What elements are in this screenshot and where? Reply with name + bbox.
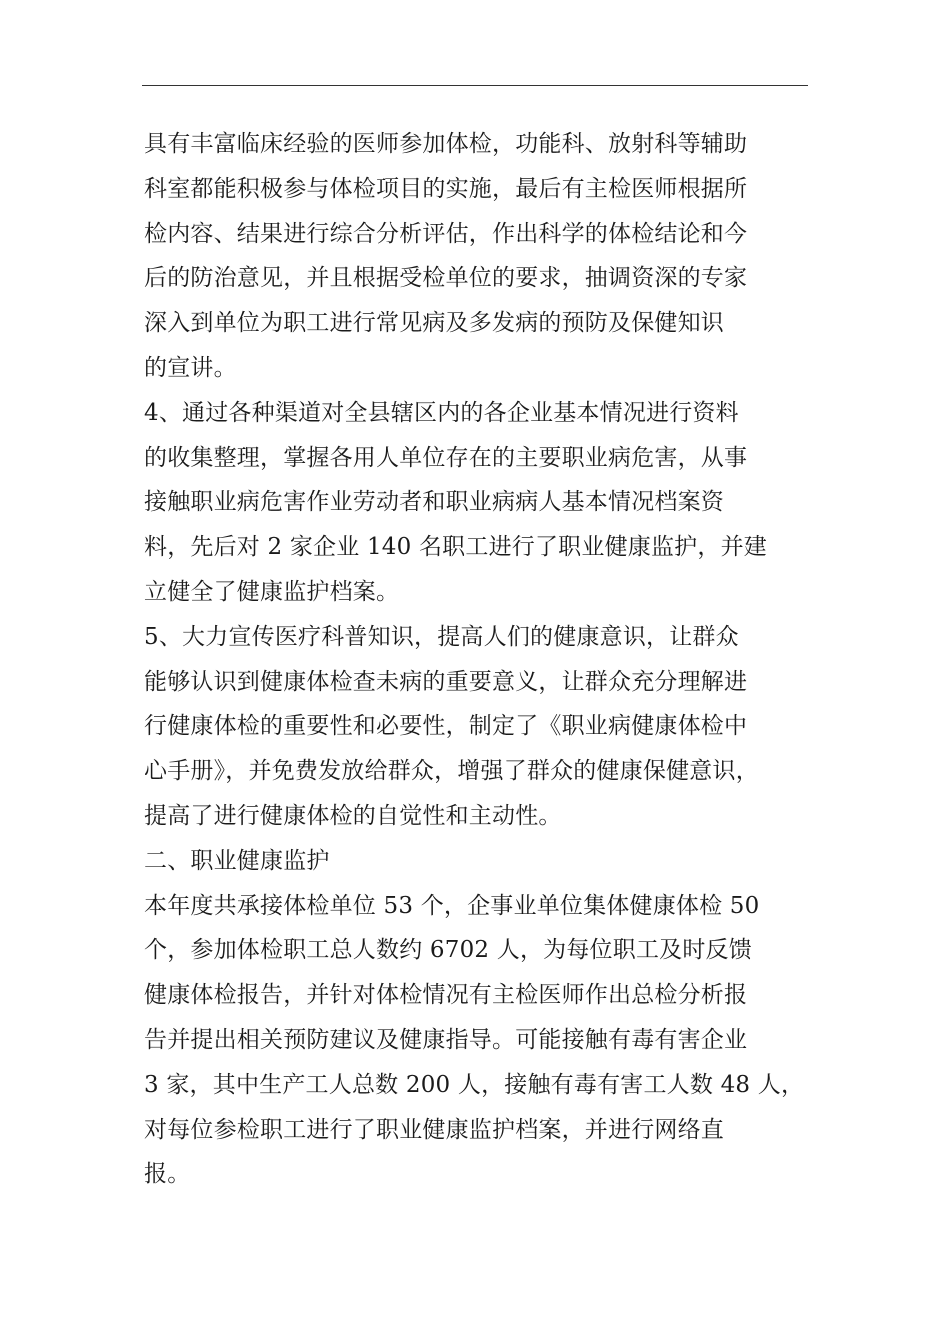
section-heading: 二、职业健康监护: [144, 847, 330, 874]
text-line: 对每位参检职工进行了职业健康监护档案，并进行网络直: [144, 1116, 724, 1143]
text-line: 4、通过各种渠道对全县辖区内的各企业基本情况进行资料: [144, 399, 739, 426]
text-line: 接触职业病危害作业劳动者和职业病病人基本情况档案资: [144, 489, 724, 516]
text-line: 告并提出相关预防建议及健康指导。可能接触有毒有害企业: [144, 1026, 748, 1053]
header-rule: [142, 85, 808, 86]
text-line: 检内容、结果进行综合分析评估，作出科学的体检结论和今: [144, 220, 748, 247]
text-line: 料，先后对 2 家企业 140 名职工进行了职业健康监护，并建: [144, 534, 767, 561]
text-line: 的宣讲。: [144, 354, 237, 381]
text-line: 具有丰富临床经验的医师参加体检，功能科、放射科等辅助: [144, 131, 748, 157]
text-line: 后的防治意见，并且根据受检单位的要求，抽调资深的专家: [144, 265, 748, 292]
text-line: 个，参加体检职工总人数约 6702 人，为每位职工及时反馈: [144, 937, 752, 964]
document-body: [144, 122, 808, 1197]
text-line: 本年度共承接体检单位 53 个，企事业单位集体健康体检 50: [144, 892, 760, 919]
text-line: 心手册》，并免费发放给群众，增强了群众的健康保健意识，: [144, 758, 759, 785]
text-line: 能够认识到健康体检查未病的重要意义，让群众充分理解进: [144, 668, 748, 695]
text-line: 5、大力宣传医疗科普知识，提高人们的健康意识，让群众: [144, 623, 739, 650]
text-line: 3 家，其中生产工人总数 200 人，接触有毒有害工人数 48 人，: [144, 1071, 805, 1098]
text-line: 的收集整理，掌握各用人单位存在的主要职业病危害，从事: [144, 444, 748, 471]
text-line: 报。: [144, 1161, 191, 1188]
text-line: 科室都能积极参与体检项目的实施，最后有主检医师根据所: [144, 175, 748, 202]
text-line: 健康体检报告，并针对体检情况有主检医师作出总检分析报: [144, 982, 748, 1009]
text-line: 提高了进行健康体检的自觉性和主动性。: [144, 802, 562, 829]
text-line: 立健全了健康监护档案。: [144, 578, 400, 605]
text-line: 行健康体检的重要性和必要性，制定了《职业病健康体检中: [144, 713, 748, 740]
text-line: 深入到单位为职工进行常见病及多发病的预防及保健知识: [144, 310, 724, 337]
